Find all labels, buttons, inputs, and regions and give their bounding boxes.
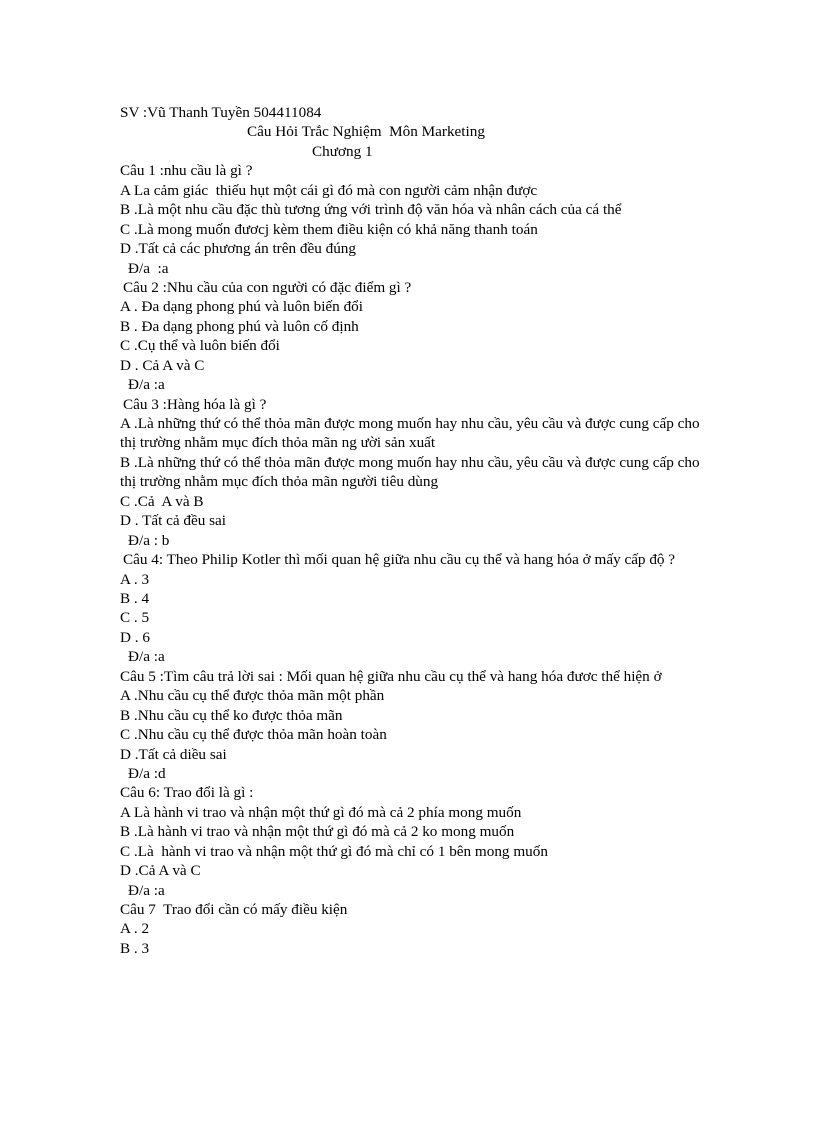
- question-3: Câu 3 :Hàng hóa là gì ?: [123, 395, 267, 413]
- question-2-answer: Đ/a :a: [128, 376, 165, 394]
- question-2-option-a: A . Đa dạng phong phú và luôn biến đổi: [120, 298, 363, 316]
- question-3-answer: Đ/a : b: [128, 531, 170, 549]
- question-4: Câu 4: Theo Philip Kotler thì mối quan hệ giữa nhu cầu cụ thể và hang hóa ở mấy cấp độ ?: [123, 551, 676, 569]
- question-4-option-c: C . 5: [120, 609, 150, 627]
- question-5: Câu 5 :Tìm câu trả lời sai : Mối quan hệ giữa nhu cầu cụ thể và hang hóa đươc thể hiện ở: [120, 667, 662, 685]
- question-4-option-d: D . 6: [120, 628, 150, 646]
- question-6-answer: Đ/a :a: [128, 881, 165, 899]
- question-7-option-a: A . 2: [120, 920, 150, 938]
- question-4-answer: Đ/a :a: [128, 648, 165, 666]
- question-6: Câu 6: Trao đổi là gì :: [120, 784, 254, 802]
- question-4-option-b: B . 4: [120, 590, 150, 608]
- question-6-option-b: B .Là hành vi trao và nhận một thứ gì đó mà cả 2 ko mong muốn: [120, 823, 515, 841]
- question-1-answer: Đ/a :a: [128, 259, 169, 277]
- question-2-option-d: D . Cả A và C: [120, 356, 205, 374]
- question-1-option-c: C .Là mong muốn đươcj kèm them điều kiện có khả năng thanh toán: [120, 220, 538, 238]
- student-line: SV :Vũ Thanh Tuyền 504411084: [120, 104, 322, 121]
- question-3-option-a: A .Là những thứ có thể thỏa mãn được mong muốn hay nhu cầu, yêu cầu và được cung cấp cho thị trường nhằm mục đích thỏa mãn ng ười sản xuất: [120, 415, 700, 452]
- question-1-option-a: A La cảm giác thiếu hụt một cái gì đó mà con người cảm nhận được: [120, 181, 538, 199]
- question-7-option-b: B . 3: [120, 939, 150, 957]
- question-1-option-b: B .Là một nhu cầu đặc thù tương ứng với trình độ văn hóa và nhân cách của cá thể: [120, 201, 622, 219]
- question-2-option-b: B . Đa dạng phong phú và luôn cố định: [120, 317, 359, 335]
- question-5-answer: Đ/a :d: [128, 764, 166, 782]
- question-2: Câu 2 :Nhu cầu của con người có đặc điểm gì ?: [123, 278, 412, 296]
- question-1: Câu 1 :nhu cầu là gì ?: [120, 162, 253, 180]
- question-5-option-b: B .Nhu cầu cụ thể ko được thỏa mãn: [120, 706, 343, 724]
- question-2-option-c: C .Cụ thể và luôn biến đổi: [120, 337, 280, 355]
- question-6-option-c: C .Là hành vi trao và nhận một thứ gì đó mà chỉ có 1 bên mong muốn: [120, 842, 548, 860]
- question-5-option-a: A .Nhu cầu cụ thể được thỏa mãn một phần: [120, 687, 385, 705]
- question-6-option-a: A Là hành vi trao và nhận một thứ gì đó mà cả 2 phía mong muốn: [120, 803, 522, 821]
- question-5-option-c: C .Nhu cầu cụ thể được thỏa mãn hoàn toàn: [120, 726, 387, 744]
- question-3-option-c: C .Cả A và B: [120, 492, 204, 510]
- question-7: Câu 7 Trao đổi cần có mấy điều kiện: [120, 901, 348, 919]
- document-body: [120, 103, 700, 958]
- chapter-title: Chương 1: [312, 142, 373, 160]
- document-title: Câu Hỏi Trắc Nghiệm Môn Marketing: [247, 123, 485, 141]
- question-1-option-d: D .Tất cả các phương án trên đều đúng: [120, 240, 356, 258]
- question-3-option-d: D . Tất cả đều sai: [120, 512, 226, 530]
- question-3-option-b: B .Là những thứ có thể thỏa mãn được mong muốn hay nhu cầu, yêu cầu và được cung cấp cho thị trường nhằm mục đích thỏa mãn người tiêu dùng: [120, 453, 700, 491]
- question-6-option-d: D .Cả A và C: [120, 862, 201, 880]
- question-4-option-a: A . 3: [120, 570, 150, 588]
- question-5-option-d: D .Tất cả diều sai: [120, 745, 227, 763]
